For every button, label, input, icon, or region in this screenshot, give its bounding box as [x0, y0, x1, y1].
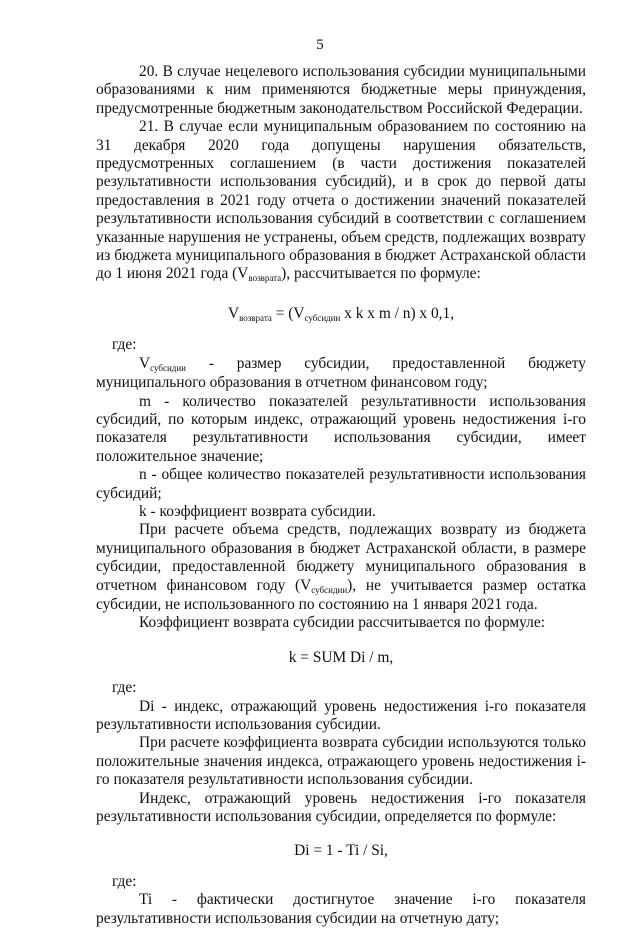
- paragraph-21-tail: ), рассчитывается по формуле:: [281, 265, 481, 283]
- paragraph-21: [96, 118, 586, 285]
- subscript-vozvrata: возврата: [248, 273, 282, 284]
- calc-tail: ), не учитывается размер остатка субсидии, не использованного по состоянию на 1 января 2021 года.: [96, 576, 586, 613]
- formula-v-vozvrata: [96, 305, 586, 324]
- calc-sub-subsidii: субсидии: [311, 584, 348, 595]
- formula-sub-vozvrata: возврата: [239, 312, 272, 323]
- document-body: [96, 63, 586, 928]
- def-v-text: - размер субсидии, предоставленной бюджету муниципального образования в отчетном финансовом году;: [96, 354, 586, 392]
- definition-n: n - общее количество показателей результативности использования субсидий;: [96, 466, 586, 502]
- where-label-1: где:: [112, 336, 137, 354]
- paragraph-positive-values: При расчете коэффициента возврата субсидии используются только положительные значения индекса, отражающего уровень недостижения i-го показателя результативности использования субсидии.: [96, 734, 586, 789]
- definition-di: Di - индекс, отражающий уровень недостижения i-го показателя результативности использования субсидии.: [96, 697, 586, 733]
- paragraph-index-intro: Индекс, отражающий уровень недостижения i-го показателя результативности использования субсидии, определяется по формуле:: [96, 789, 586, 826]
- formula-v: V: [227, 304, 240, 322]
- paragraph-21-text: 21. В случае если муниципальным образованием по состоянию на 31 декабря 2020 года допущены нарушения обязательств, предусмотренных соглашением (в части достижения показателей результативности использования субсидий), и в срок до первой даты предоставления в 2021 году отчета о достижении значений показателей результативности использования субсидий в соответствии с соглашением указанные нарушения не устранены, объем средств, подлежащих возврату из бюджета муниципального образования в бюджет Астраханской области до 1 июня 2021 года (V: [96, 118, 586, 283]
- def-sub-subsidii: субсидии: [150, 362, 186, 373]
- where-label-2: где:: [112, 679, 137, 697]
- formula-rest: x k x m / n) x 0,1,: [340, 304, 455, 322]
- paragraph-20: 20. В случае нецелевого использования субсидии муниципальными образованиями к ним применяются бюджетные меры принуждения, предусмотренные бюджетным законодательством Российской Федерации.: [96, 63, 586, 117]
- formula-mid: = (V: [271, 304, 305, 322]
- definition-v-subsidii: [96, 355, 586, 393]
- def-v: V: [139, 354, 151, 372]
- definition-m: m - количество показателей результативности использования субсидий, по которым индекс, отражающий уровень недостижения i-го показателя результативности использования субсидии, имеет положительное значение;: [96, 392, 586, 465]
- where-label-3: где:: [112, 872, 137, 890]
- paragraph-calculation: [96, 521, 586, 614]
- formula-k: k = SUM Di / m,: [288, 648, 394, 666]
- definition-k: k - коэффициент возврата субсидии.: [139, 502, 376, 520]
- calc-text: При расчете объема средств, подлежащих возврату из бюджета муниципального образования в бюджет Астраханской области, в размере субсидии, предоставленной бюджету муниципального образования в отчетном финансовом году (V: [96, 521, 586, 594]
- paragraph-k-formula-intro: Коэффициент возврата субсидии рассчитывается по формуле:: [139, 614, 545, 632]
- definition-ti: Ti - фактически достигнутое значение i-го показателя результативности использования субсидии на отчетную дату;: [96, 891, 586, 927]
- formula-di: Di = 1 - Ti / Si,: [294, 842, 388, 860]
- page-number: 5: [316, 37, 324, 53]
- formula-sub-subsidii: субсидии: [304, 312, 341, 323]
